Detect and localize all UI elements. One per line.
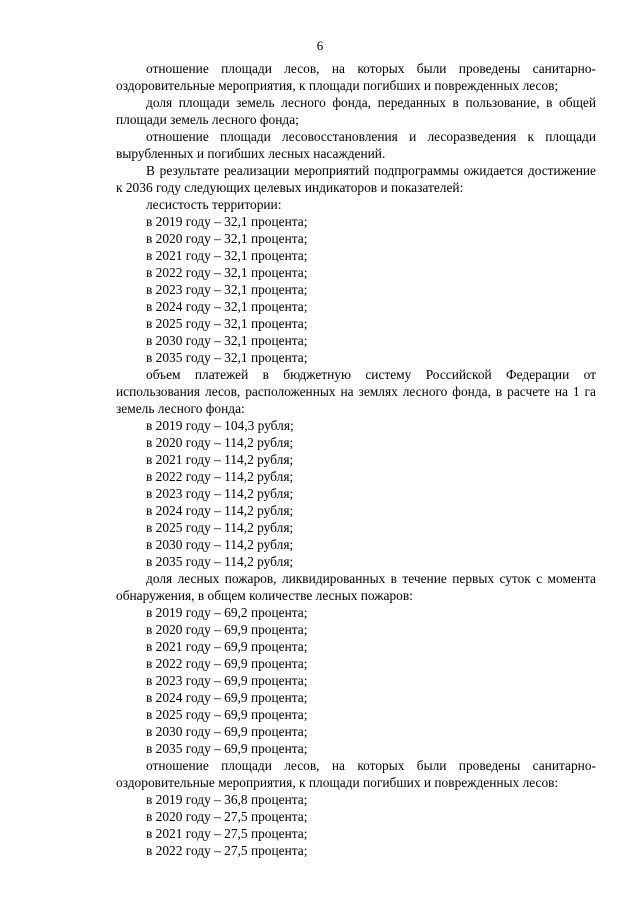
list-item: в 2020 году – 32,1 процента; (146, 231, 308, 246)
list-item: в 2024 году – 32,1 процента; (146, 299, 308, 314)
list-item: в 2023 году – 69,9 процента; (146, 673, 308, 688)
list-item: в 2022 году – 69,9 процента; (146, 656, 308, 671)
list-item: в 2019 году – 36,8 процента; (146, 792, 308, 807)
list-item: в 2025 году – 114,2 рубля; (146, 520, 294, 535)
list-item: в 2020 году – 114,2 рубля; (146, 435, 294, 450)
list-item: в 2020 году – 69,9 процента; (146, 622, 308, 637)
list-item: в 2030 году – 114,2 рубля; (146, 537, 294, 552)
list-item: в 2024 году – 114,2 рубля; (146, 503, 294, 518)
paragraph: доля лесных пожаров, ликвидированных в течение первых суток с момента обнаружения, в общем количестве лесных пожаров: (116, 571, 596, 603)
page-number: 6 (316, 38, 324, 53)
list-item: в 2021 году – 32,1 процента; (146, 248, 308, 263)
document-body (116, 60, 596, 859)
list-item: в 2022 году – 114,2 рубля; (146, 469, 294, 484)
paragraph: В результате реализации мероприятий подпрограммы ожидается достижение к 2036 году следующих целевых индикаторов и показателей: (116, 163, 596, 195)
paragraph: отношение площади лесов, на которых были проведены санитарно-оздоровительные мероприятия, к площади погибших и поврежденных лесов: (116, 758, 596, 790)
list-item: в 2019 году – 104,3 рубля; (146, 418, 294, 433)
paragraph: отношение площади лесов, на которых были проведены санитарно-оздоровительные мероприятия, к площади погибших и поврежденных лесов; (116, 61, 596, 93)
list-item: в 2019 году – 32,1 процента; (146, 214, 308, 229)
list-item: в 2030 году – 32,1 процента; (146, 333, 308, 348)
list-item: в 2025 году – 69,9 процента; (146, 707, 308, 722)
list-item: в 2021 году – 114,2 рубля; (146, 452, 294, 467)
list-item: в 2025 году – 32,1 процента; (146, 316, 308, 331)
list-item: в 2019 году – 69,2 процента; (146, 605, 308, 620)
list-item: в 2023 году – 114,2 рубля; (146, 486, 294, 501)
paragraph: доля площади земель лесного фонда, переданных в пользование, в общей площади земель лесного фонда; (116, 95, 596, 127)
list-item: в 2035 году – 32,1 процента; (146, 350, 308, 365)
list-item: в 2021 году – 27,5 процента; (146, 826, 308, 841)
list-item: в 2020 году – 27,5 процента; (146, 809, 308, 824)
list-item: в 2035 году – 114,2 рубля; (146, 554, 294, 569)
list-item: в 2023 году – 32,1 процента; (146, 282, 308, 297)
list-item: в 2021 году – 69,9 процента; (146, 639, 308, 654)
list-item: в 2022 году – 32,1 процента; (146, 265, 308, 280)
list-item: в 2024 году – 69,9 процента; (146, 690, 308, 705)
paragraph: объем платежей в бюджетную систему Российской Федерации от использования лесов, расположенных на землях лесного фонда, в расчете на 1 га земель лесного фонда: (116, 367, 596, 416)
paragraph: отношение площади лесовосстановления и лесоразведения к площади вырубленных и погибших лесных насаждений. (116, 129, 596, 161)
list-item: в 2030 году – 69,9 процента; (146, 724, 308, 739)
list-item: в 2022 году – 27,5 процента; (146, 843, 308, 858)
list-item: лесистость территории: (146, 197, 282, 212)
list-item: в 2035 году – 69,9 процента; (146, 741, 308, 756)
